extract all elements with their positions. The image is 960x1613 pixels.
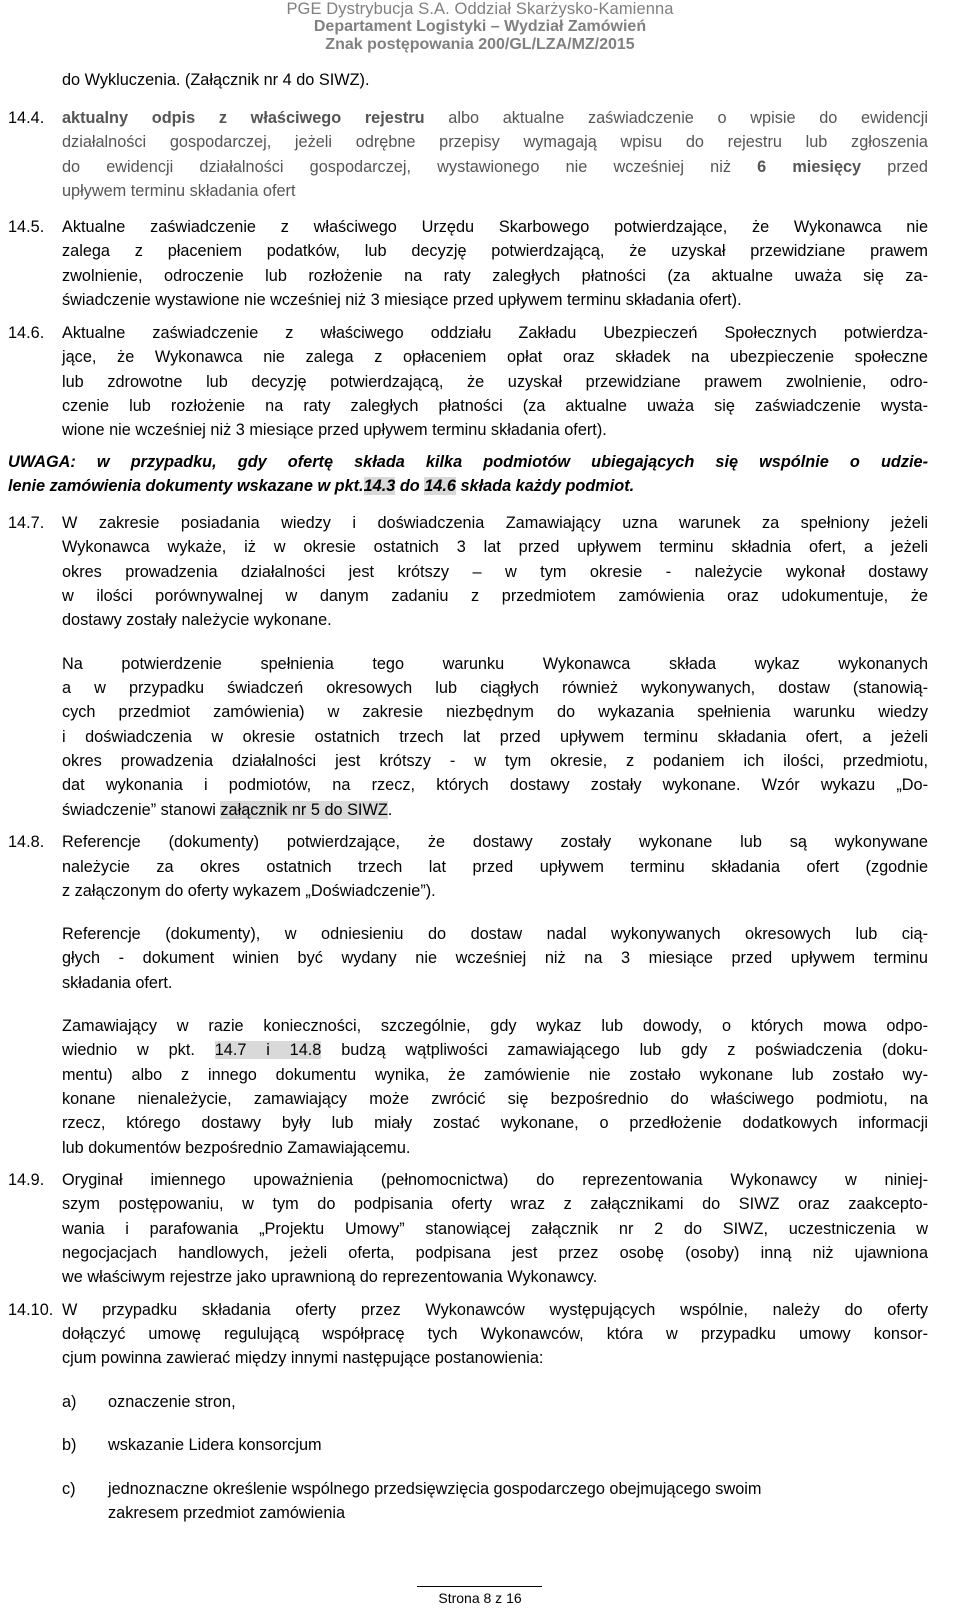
section-number-14-10: 14.10.: [8, 1301, 54, 1319]
section-14-10-line: W przypadku składania oferty przez Wykonawców występujących wspólnie, należy do oferty: [62, 1301, 928, 1319]
section-14-8-para2-line: Referencje (dokumenty), w odniesieniu do dostaw nadal wykonywanych okresowych lub cią-: [62, 925, 928, 943]
section-14-8-para2-line: składania ofert.: [62, 974, 173, 992]
section-14-5-line: zwolnienie, odroczenie lub rozłożenie na raty zaległych płatności (za aktualne uważa się za-: [62, 267, 928, 285]
section-number-14-8: 14.8.: [8, 833, 45, 851]
footer-rule: [417, 1586, 542, 1587]
section-14-8-para2-line: głych - dokument winien być wydany nie wcześniej niż na 3 miesiące przed upływem terminu: [62, 949, 928, 967]
section-14-7-para2-line: a w przypadku świadczeń okresowych lub ciągłych również wykonywanych, dostaw (stanowią-: [62, 679, 928, 697]
section-14-4-line: do ewidencji działalności gospodarczej, wystawionego nie wcześniej niż 6 miesięcy przed: [62, 158, 928, 176]
section-14-4-line: działalności gospodarczej, jeżeli odrębne przepisy wymagają wpisu do rejestru lub zgłoszenia: [62, 133, 928, 151]
section-14-7-para2-line: cych przedmiot zamówienia) w zakresie niezbędnym do wykazania spełnienia warunku wiedzy: [62, 703, 928, 721]
uwaga-note-line: UWAGA: w przypadku, gdy ofertę składa kilka podmiotów ubiegających się wspólnie o udzie-: [8, 453, 928, 471]
list-item-label: a): [62, 1393, 77, 1411]
section-14-4-line: upływem terminu składania ofert: [62, 182, 296, 200]
section-14-6-line: czenie lub rozłożenie na raty zaległych płatności (za aktualne uważa się zaświadczenie wysta-: [62, 397, 928, 415]
section-14-7-line: Wykonawca wykaże, iż w okresie ostatnich 3 lat przed upływem terminu składnia ofert, a jeżeli: [62, 538, 928, 556]
section-14-9-line: wania i parafowania „Projektu Umowy” stanowiącej załącznik nr 2 do SIWZ, uczestniczenia w: [62, 1220, 928, 1238]
section-number-14-6: 14.6.: [8, 324, 45, 342]
section-14-10-line: cjum powinna zawierać między innymi następujące postanowienia:: [62, 1349, 544, 1367]
section-14-6-line: Aktualne zaświadczenie z właściwego oddziału Zakładu Ubezpieczeń Społecznych potwierdza-: [62, 324, 928, 342]
section-14-9-line: we właściwym rejestrze jako uprawnioną do reprezentowania Wykonawcy.: [62, 1268, 598, 1286]
section-14-7-line: w ilości porównywalnej w danym zadaniu z przedmiotem zamówienia oraz udokumentuje, że: [62, 587, 928, 605]
section-14-7-line: W zakresie posiadania wiedzy i doświadczenia Zamawiający uzna warunek za spełniony jeżeli: [62, 514, 928, 532]
header-company: PGE Dystrybucja S.A. Oddział Skarżysko-Kamienna: [286, 0, 674, 18]
list-item-text: zakresem przedmiot zamówienia: [108, 1504, 346, 1522]
section-14-7-para2-line: Na potwierdzenie spełnienia tego warunku Wykonawca składa wykaz wykonanych: [62, 655, 928, 673]
section-number-14-9: 14.9.: [8, 1171, 45, 1189]
list-item-label: c): [62, 1480, 76, 1498]
list-item-text: wskazanie Lidera konsorcjum: [108, 1436, 322, 1454]
attachment-5-reference: załącznik nr 5 do SIWZ: [220, 801, 388, 819]
header-department: Departament Logistyki – Wydział Zamówień: [313, 18, 647, 35]
header-case-number: Znak postępowania 200/GL/LZA/MZ/2015: [325, 36, 635, 53]
points-reference-highlight: 14.7 i 14.8: [214, 1041, 322, 1059]
section-14-7-line: dostawy zostały należycie wykonane.: [62, 611, 332, 629]
section-14-8-para3-line: Zamawiający w razie konieczności, szczególnie, gdy wykaz lub dowody, o których mowa odpo-: [62, 1017, 928, 1035]
section-number-14-4: 14.4.: [8, 109, 45, 127]
section-14-6-line: jące, że Wykonawca nie zalega z opłaceniem opłat oraz składek na ubezpieczenie społeczne: [62, 348, 928, 366]
section-14-6-line: wione nie wcześniej niż 3 miesiące przed upływem terminu składania ofert).: [62, 421, 607, 439]
page-number: Strona 8 z 16: [438, 1590, 522, 1606]
section-14-4-bold: aktualny odpis z właściwego rejestru: [62, 109, 425, 127]
uwaga-note-line: lenie zamówienia dokumenty wskazane w pkt.14.3 do 14.6 składa każdy podmiot.: [8, 477, 635, 495]
list-item-text: jednoznaczne określenie wspólnego przedsięwzięcia gospodarczego obejmującego swoim: [108, 1480, 762, 1498]
section-14-8-line: Referencje (dokumenty) potwierdzające, że dostawy zostały wykonane lub są wykonywane: [62, 833, 928, 851]
section-14-7-para2-line: świadczenie” stanowi załącznik nr 5 do SIWZ.: [62, 801, 393, 819]
section-14-5-line: Aktualne zaświadczenie z właściwego Urzędu Skarbowego potwierdzające, że Wykonawca nie: [62, 218, 928, 236]
section-14-10-line: dołączyć umowę regulującą współpracę tych Wykonawców, która w przypadku umowy konsor-: [62, 1325, 928, 1343]
section-number-14-7: 14.7.: [8, 514, 45, 532]
section-14-7-line: okres prowadzenia działalności jest krótszy – w tym okresie - należycie wykonał dostawy: [62, 563, 928, 581]
section-14-8-para3-line: lub dokumentów bezpośrednio Zamawiającemu.: [62, 1139, 411, 1157]
section-number-14-5: 14.5.: [8, 218, 45, 236]
section-14-9-line: szym postępowaniu, w tym do podpisania oferty wraz z załącznikami do SIWZ oraz zaakcepto-: [62, 1195, 928, 1213]
header-text-block: [230, 0, 730, 54]
section-14-8-line: z załączonym do oferty wykazem „Doświadczenie”).: [62, 882, 436, 900]
section-14-8-line: należycie za okres ostatnich trzech lat przed upływem terminu składania ofert (zgodnie: [62, 858, 928, 876]
section-14-6-line: lub zdrowotne lub decyzję potwierdzającą, że uzyskał przewidziane prawem zwolnienie, odro-: [62, 373, 928, 391]
section-14-8-para3-line: wiednio w pkt. 14.7 i 14.8 budzą wątpliwości zamawiającego lub gdy z poświadczenia (doku-: [62, 1041, 928, 1059]
uwaga-ref-14-6: 14.6: [424, 477, 456, 495]
section-14-7-para2-line: okres prowadzenia działalności jest krótszy - w tym okresie, z podaniem ich ilości, przedmiotu,: [62, 752, 928, 770]
section-14-9-line: negocjacjach handlowych, jeżeli oferta, podpisana jest przez osobę (osoby) inną niż ujawniona: [62, 1244, 928, 1262]
section-14-8-para3-line: mentu) albo z innego dokumentu wynika, że zamówienie nie zostało wykonane lub zostało wy-: [62, 1066, 928, 1084]
section-14-5-line: świadczenie wystawione nie wcześniej niż 3 miesiące przed upływem terminu składania ofert).: [62, 291, 742, 309]
section-14-7-para2-line: i doświadczenia w okresie ostatnich trzech lat przed upływem terminu składania ofert, a jeżeli: [62, 728, 928, 746]
list-item-text: oznaczenie stron,: [108, 1393, 236, 1411]
section-14-8-para3-line: rzecz, którego dostawy były lub miały zostać wykonane, o przedłożenie dodatkowych informacji: [62, 1114, 928, 1132]
top-fragment: do Wykluczenia. (Załącznik nr 4 do SIWZ).: [62, 71, 370, 89]
list-item-label: b): [62, 1436, 77, 1454]
section-14-8-para3-line: konane nienależycie, zamawiający może zwrócić się bezpośrednio do właściwego podmiotu, na: [62, 1090, 928, 1108]
section-14-9-line: Oryginał imiennego upoważnienia (pełnomocnictwa) do reprezentowania Wykonawcy w niniej-: [62, 1171, 928, 1189]
section-14-7-para2-line: dat wykonania i podmiotów, na rzecz, których dostawy zostały wykonane. Wzór wykazu „Do-: [62, 776, 928, 794]
uwaga-ref-14-3: 14.3: [363, 477, 396, 495]
page-header: [0, 0, 960, 56]
section-14-4-line: aktualny odpis z właściwego rejestru albo aktualne zaświadczenie o wpisie do ewidencji: [62, 109, 928, 127]
section-14-5-line: zalega z płaceniem podatków, lub decyzję potwierdzającą, że uzyskał przewidziane prawem: [62, 242, 928, 260]
